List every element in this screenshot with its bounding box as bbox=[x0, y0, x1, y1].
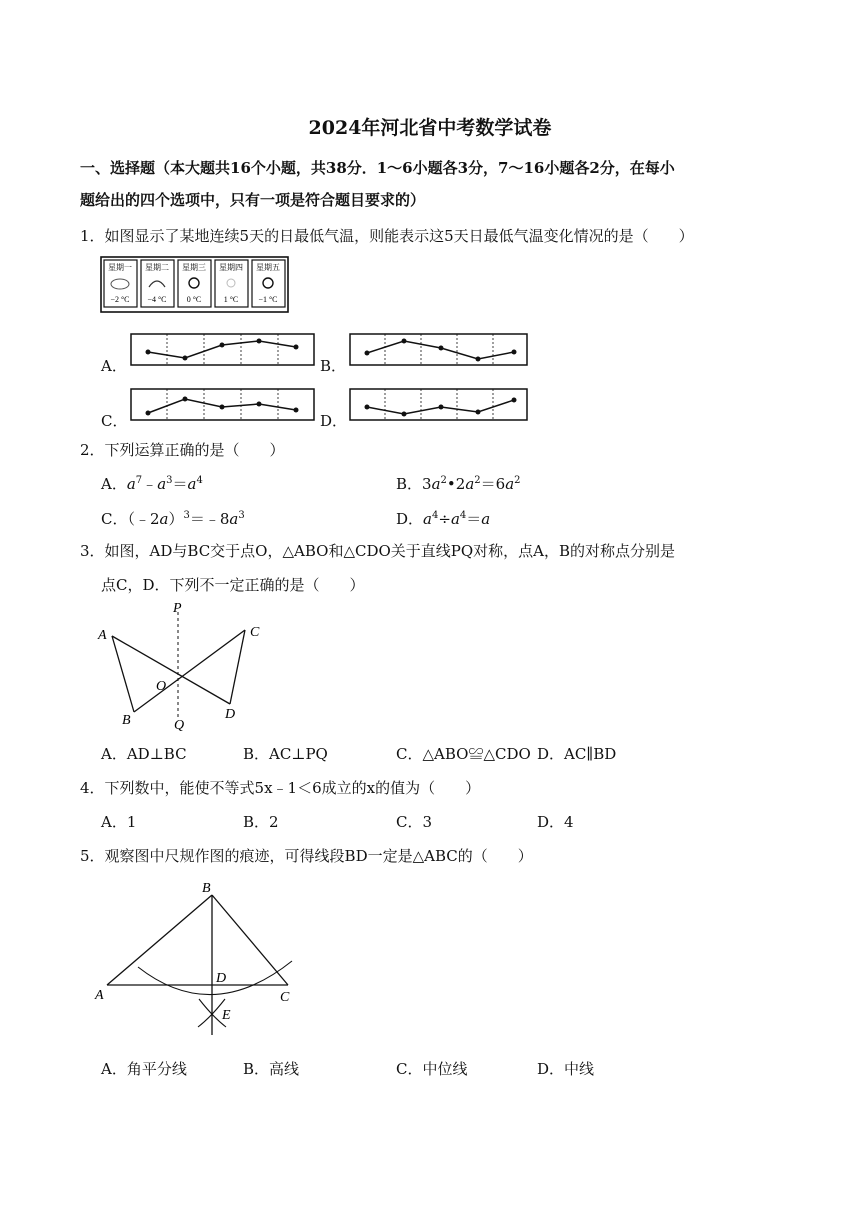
q3-stem-line1: 3．如图，AD与BC交于点O，△ABO和△CDO关于直线PQ对称，点A，B的对称点分别是 bbox=[80, 542, 676, 560]
q5-option-d: D．中线 bbox=[537, 1060, 595, 1078]
q5-label-a: A bbox=[95, 988, 104, 1003]
q3-option-c: C．△ABO≌△CDO bbox=[396, 745, 531, 763]
q3-option-a: A．AD⊥BC bbox=[101, 745, 187, 763]
q1-day-1-name: 星期一 bbox=[108, 263, 132, 272]
q5-figure bbox=[92, 875, 307, 1045]
q1-option-a-label: A． bbox=[101, 357, 127, 375]
q5-option-a: A．角平分线 bbox=[101, 1060, 187, 1078]
page-title: 2024年河北省中考数学试卷 bbox=[308, 117, 552, 139]
q4-stem: 4．下列数中，能使不等式5x﹣1＜6成立的x的值为（ ） bbox=[80, 779, 481, 797]
q5-label-e: E bbox=[222, 1008, 231, 1023]
q3-label-o: O bbox=[156, 679, 167, 694]
q1-day-5-temp: −1 °C bbox=[258, 295, 278, 304]
q3-label-p: P bbox=[173, 601, 182, 616]
q1-day-3-name: 星期三 bbox=[182, 263, 206, 272]
section-heading-line1: 一、选择题（本大题共16个小题，共38分．1～6小题各3分，7～16小题各2分，在每小 bbox=[80, 159, 675, 177]
q5-option-b: B．高线 bbox=[243, 1060, 300, 1078]
q3-figure bbox=[92, 598, 272, 734]
q1-day-4-name: 星期四 bbox=[219, 263, 243, 272]
q5-label-b: B bbox=[202, 881, 211, 896]
q1-option-c-label: C． bbox=[101, 412, 128, 430]
q1-day-2-temp: −4 °C bbox=[147, 295, 167, 304]
q2-option-d-label: D． bbox=[396, 510, 424, 528]
q3-label-d: D bbox=[225, 707, 236, 722]
q4-option-d: D．4 bbox=[537, 813, 574, 831]
q3-label-b: B bbox=[122, 713, 131, 728]
q1-option-d-graph bbox=[349, 388, 529, 422]
q3-option-d: D．AC∥BD bbox=[537, 745, 617, 763]
q2-stem: 2．下列运算正确的是（ ） bbox=[80, 441, 285, 459]
q3-label-q: Q bbox=[174, 718, 185, 733]
section-heading-line2: 题给出的四个选项中，只有一项是符合题目要求的） bbox=[80, 191, 426, 209]
q5-stem: 5．观察图中尺规作图的痕迹，可得线段BD一定是△ABC的（ ） bbox=[80, 847, 533, 865]
q1-option-c-graph bbox=[130, 388, 316, 422]
q2-option-c: C．$(﹣2a)^3=﹣8a^3$ bbox=[101, 510, 245, 528]
q1-day-1-temp: −2 °C bbox=[110, 295, 130, 304]
q5-label-d: D bbox=[216, 971, 227, 986]
q1-option-b-label: B． bbox=[320, 357, 347, 375]
q2-option-d: D．$a^4\div a^4=a$ bbox=[396, 510, 491, 528]
q1-day-2-name: 星期二 bbox=[145, 263, 169, 272]
q1-stem: 1．如图显示了某地连续5天的日最低气温，则能表示这5天日最低气温变化情况的是（ ） bbox=[80, 227, 694, 245]
q1-day-3-temp: 0 °C bbox=[186, 295, 202, 304]
q4-option-b: B．2 bbox=[243, 813, 279, 831]
q4-option-c: C．3 bbox=[396, 813, 433, 831]
q3-label-c: C bbox=[250, 625, 260, 640]
q1-option-a-graph bbox=[130, 333, 316, 367]
q1-day-5-name: 星期五 bbox=[256, 263, 280, 272]
q5-label-c: C bbox=[280, 990, 290, 1005]
q4-option-a: A．1 bbox=[101, 813, 137, 831]
q3-label-a: A bbox=[98, 628, 107, 643]
q2-option-a-label: A． bbox=[101, 475, 127, 493]
q1-weather-panel bbox=[100, 256, 290, 314]
q1-option-b-graph bbox=[349, 333, 529, 367]
q3-option-b: B．AC⊥PQ bbox=[243, 745, 328, 763]
q2-option-c-label: C． bbox=[101, 510, 128, 528]
q1-day-4-temp: 1 °C bbox=[223, 295, 239, 304]
q3-stem-line2: 点C，D．下列不一定正确的是（ ） bbox=[101, 576, 365, 594]
q1-option-d-label: D． bbox=[320, 412, 348, 430]
q2-option-b: B．$3a^2•2a^2=6a^2$ bbox=[396, 475, 521, 493]
q5-option-c: C．中位线 bbox=[396, 1060, 468, 1078]
q2-option-a: A．$a^7﹣a^3=a^4$ bbox=[101, 475, 203, 493]
q2-option-b-label: B． bbox=[396, 475, 423, 493]
